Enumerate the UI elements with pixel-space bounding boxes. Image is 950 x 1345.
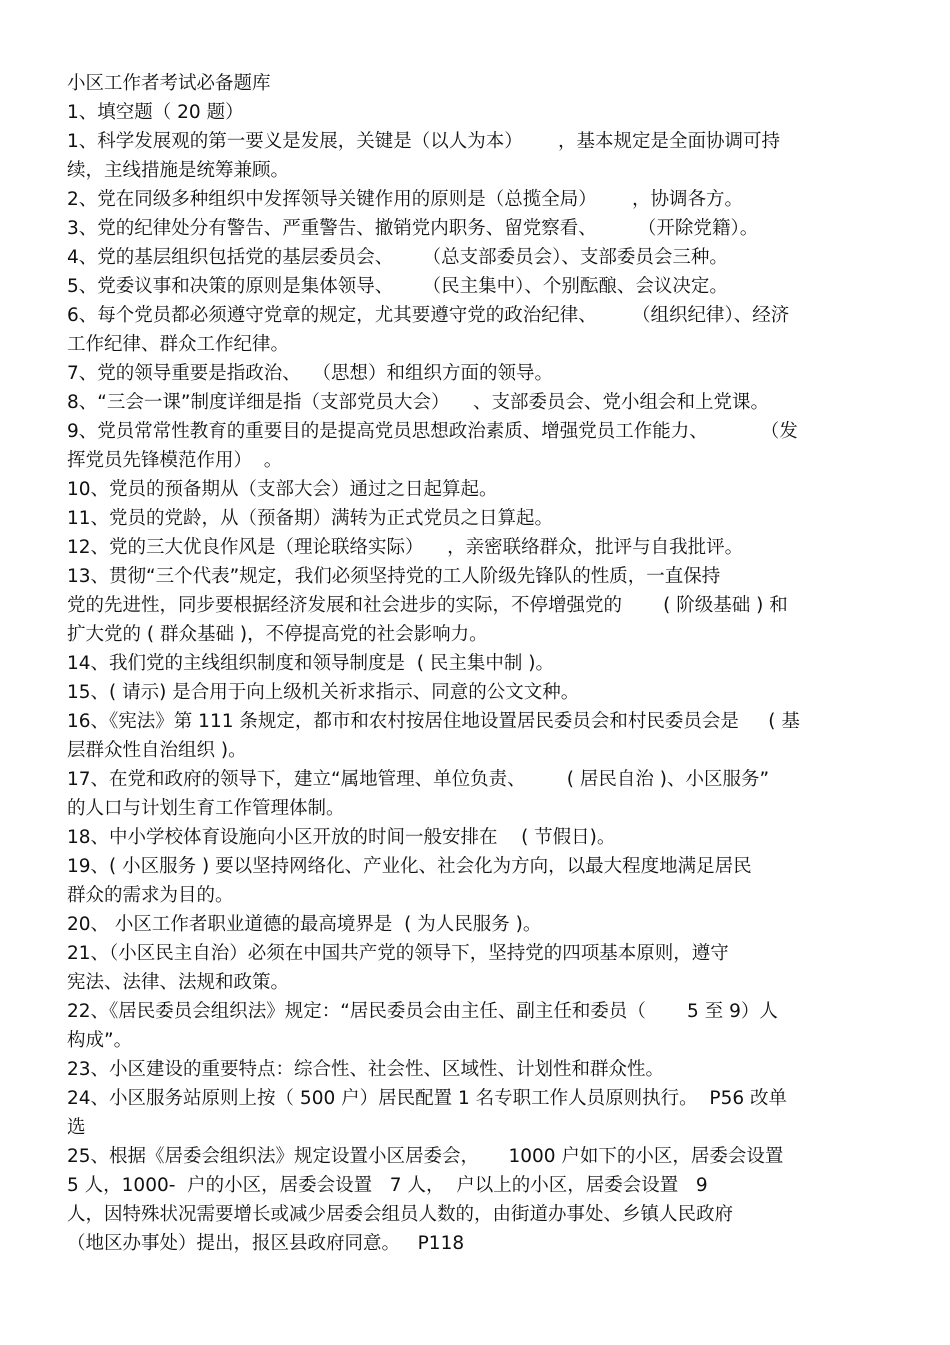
text-line: 2、党在同级多种组织中发挥领导关键作用的原则是（总揽全局） ，协调各方。 [67,189,744,210]
text-line: 构成”。 [67,1030,133,1051]
text-line: 5、党委议事和决策的原则是集体领导、 （民主集中）、个别酝酿、会议决定。 [67,276,728,297]
text-line: 1、科学发展观的第一要义是发展，关键是（以人为本） ，基本规定是全面协调可持 [67,131,781,152]
text-line: 19、( 小区服务 ) 要以坚持网络化、产业化、社会化为方向，以最大程度地满足居民 [67,856,752,877]
text-line: 6、每个党员都必须遵守党章的规定，尤其要遵守党的政治纪律、 （组织纪律）、经济 [67,305,790,326]
text-line: （地区办事处）提出，报区县政府同意。 P118 [67,1233,465,1254]
text-line: 党的先进性，同步要根据经济发展和社会进步的实际，不停增强党的 ( 阶级基础 ) 和 [67,595,788,616]
text-line: 人，因特殊状况需要增长或减少居委会组员人数的，由街道办事处、乡镇人民政府 [67,1204,734,1225]
text-line: 21、（小区民主自治）必须在中国共产党的领导下，坚持党的四项基本原则，遵守 [67,943,729,964]
text-line: 20、 小区工作者职业道德的最高境界是 ( 为人民服务 )。 [67,914,542,935]
text-line: 18、中小学校体育设施向小区开放的时间一般安排在 ( 节假日)。 [67,827,616,848]
text-line: 17、在党和政府的领导下，建立“属地管理、单位负责、 ( 居民自治 )、小区服务” [67,769,770,790]
text-line: 10、党员的预备期从（支部大会）通过之日起算起。 [67,479,498,500]
text-line: 续，主线措施是统筹兼顾。 [67,160,290,181]
text-line: 工作纪律、群众工作纪律。 [67,334,290,355]
text-line: 4、党的基层组织包括党的基层委员会、 （总支部委员会）、支部委员会三种。 [67,247,728,268]
text-line: 宪法、法律、法规和政策。 [67,972,290,993]
document-title: 小区工作者考试必备题库 [67,73,271,94]
text-line: 14、我们党的主线组织制度和领导制度是 ( 民主集中制 )。 [67,653,555,674]
text-line: 15、( 请示) 是合用于向上级机关祈求指示、同意的公文文种。 [67,682,580,703]
text-line: 扩大党的 ( 群众基础 )，不停提高党的社会影响力。 [67,624,488,645]
text-line: 24、小区服务站原则上按（ 500 户）居民配置 1 名专职工作人员原则执行。 P56 改单 [67,1088,787,1109]
text-line: 11、党员的党龄，从（预备期）满转为正式党员之日算起。 [67,508,554,529]
text-line: 3、党的纪律处分有警告、严重警告、撤销党内职务、留党察看、 （开除党籍）。 [67,218,759,239]
section-heading: 1、填空题（ 20 题） [67,102,244,123]
text-line: 13、贯彻“三个代表”规定，我们必须坚持党的工人阶级先锋队的性质，一直保持 [67,566,721,587]
text-line: 层群众性自治组织 )。 [67,740,247,761]
text-line: 5 人，1000- 户的小区，居委会设置 7 人， 户以上的小区，居委会设置 9 [67,1175,708,1196]
text-line: 23、小区建设的重要特点：综合性、社会性、区域性、计划性和群众性。 [67,1059,665,1080]
text-line: 7、党的领导重要是指政治、 （思想）和组织方面的领导。 [67,363,554,384]
text-line: 12、党的三大优良作风是（理论联络实际） ，亲密联络群众，批评与自我批评。 [67,537,744,558]
text-line: 9、党员常常性教育的重要目的是提高党员思想政治素质、增强党员工作能力、 （发 [67,421,798,442]
text-line: 16、《宪法》第 111 条规定，都市和农村按居住地设置居民委员会和村民委员会是 ( 基 [67,711,800,732]
text-line: 选 [67,1117,86,1138]
text-line: 8、“三会一课”制度详细是指（支部党员大会） 、支部委员会、党小组会和上党课。 [67,392,769,413]
text-line: 的人口与计划生育工作管理体制。 [67,798,345,819]
text-line: 群众的需求为目的。 [67,885,234,906]
text-line: 22、《居民委员会组织法》规定：“居民委员会由主任、副主任和委员（ 5 至 9）人 [67,1001,778,1022]
text-line: 挥党员先锋模范作用） 。 [67,450,283,471]
text-line: 25、根据《居委会组织法》规定设置小区居委会， 1000 户如下的小区，居委会设置 [67,1146,784,1167]
